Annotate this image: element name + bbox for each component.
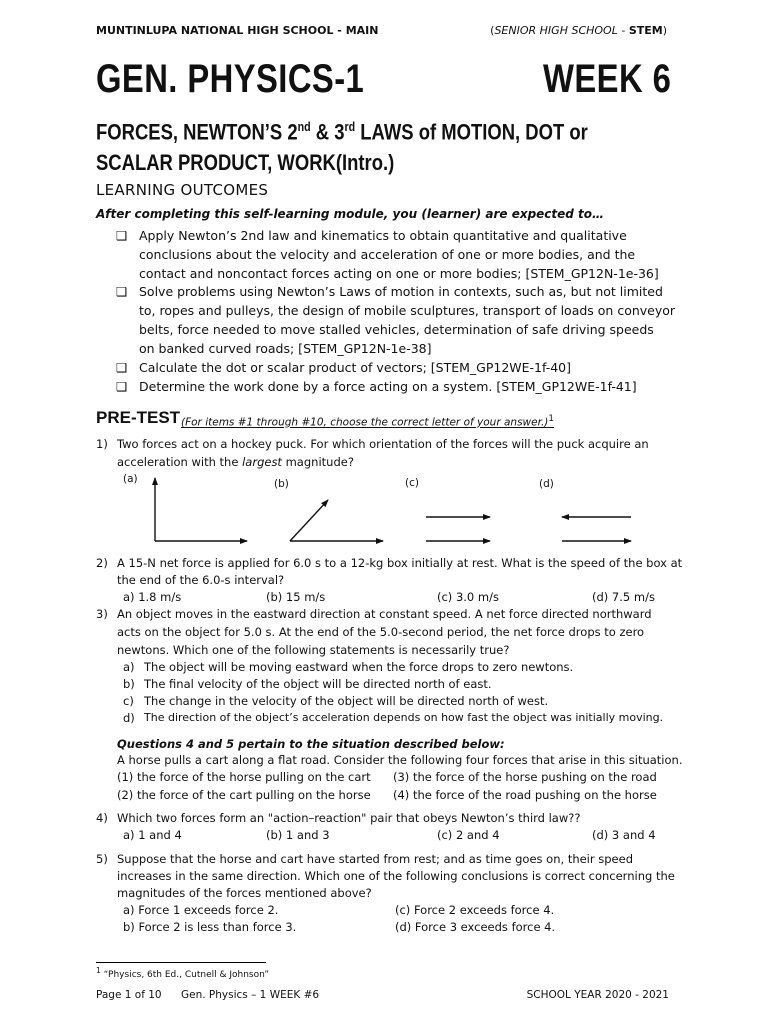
force-item: (2) the force of the cart pulling on the horse — [117, 788, 371, 802]
question-text: Suppose that the horse and cart have started from rest; and as time goes on, their speed — [117, 852, 634, 866]
outcome-line: on banked curved roads; [STEM_GP12N-1e-38] — [139, 341, 432, 356]
diagram-b — [290, 500, 383, 541]
pretest-heading: PRE-TEST — [96, 408, 181, 427]
option-label: (b) — [274, 478, 289, 490]
option-letter: a) — [123, 660, 135, 674]
question-number: 1) — [96, 437, 108, 451]
question-text: Two forces act on a hockey puck. For which orientation of the forces will the puck acquire an — [117, 437, 649, 451]
question-number: 4) — [96, 811, 108, 825]
question-text: acts on the object for 5.0 s. At the end of the 5.0-second period, the net force drops to zero — [117, 625, 645, 639]
answer-option: (d) 3 and 4 — [592, 828, 656, 842]
question-text: newtons. Which one of the following statements is necessarily true? — [117, 643, 510, 657]
force-item: (3) the force of the horse pushing on the road — [393, 770, 657, 784]
question-number: 5) — [96, 852, 108, 866]
option-label: (a) — [123, 473, 138, 485]
question-text: Which two forces form an "action–reaction" pair that obeys Newton’s third law?? — [117, 811, 581, 825]
option-letter: b) — [123, 677, 135, 691]
answer-option: The change in the velocity of the object will be directed north of west. — [144, 694, 549, 708]
answer-option: (d) 7.5 m/s — [592, 590, 655, 604]
outcome-line: belts, force needed to move stalled vehicles, determination of safe driving speeds — [139, 322, 654, 337]
option-label: (c) — [405, 477, 419, 489]
force-item: (4) the force of the road pushing on the horse — [393, 788, 657, 802]
answer-option: a) 1.8 m/s — [123, 590, 182, 604]
checkbox-bullet-icon: ❑ — [116, 228, 128, 243]
answer-option: The direction of the object’s acceleration depends on how fast the object was initially moving. — [144, 711, 664, 724]
answer-option: (b) 15 m/s — [266, 590, 326, 604]
answer-option: (c) 2 and 4 — [437, 828, 500, 842]
answer-option: (b) 1 and 3 — [266, 828, 330, 842]
school-name: MUNTINLUPA NATIONAL HIGH SCHOOL - MAIN — [96, 24, 379, 37]
track-label: (SENIOR HIGH SCHOOL - STEM) — [490, 24, 667, 37]
pretest-instruction: (For items #1 through #10, choose the correct letter of your answer.)$^1$ — [181, 414, 554, 429]
checkbox-bullet-icon: ❑ — [116, 284, 128, 299]
situation-text: A horse pulls a cart along a flat road. Consider the following four forces that arise in this situation. — [117, 753, 683, 767]
subject-title: GEN. PHYSICS-1 — [96, 57, 365, 101]
checkbox-bullet-icon: ❑ — [116, 360, 128, 375]
learning-outcomes-heading: LEARNING OUTCOMES — [96, 181, 269, 199]
question-text: increases in the same direction. Which one of the following conclusions is correct concerning the — [117, 869, 675, 883]
checkbox-bullet-icon: ❑ — [116, 379, 128, 394]
topic-title-line-1: FORCES, NEWTON’S 2nd & 3rd LAWS of MOTION, DOT or — [96, 119, 588, 145]
question-text: acceleration with the largest magnitude? — [117, 455, 354, 469]
question-text: An object moves in the eastward direction at constant speed. A net force directed northward — [117, 607, 652, 621]
outcomes-intro: After completing this self-learning module, you (learner) are expected to… — [96, 207, 605, 221]
answer-option: The object will be moving eastward when the force drops to zero newtons. — [144, 660, 574, 674]
answer-option: b) Force 2 is less than force 3. — [123, 920, 297, 934]
outcome-line: Determine the work done by a force acting on a system. [STEM_GP12WE-1f-41] — [139, 379, 637, 394]
outcome-line: contact and noncontact forces acting on one or more bodies; [STEM_GP12N-1e-36] — [139, 266, 659, 281]
outcome-line: Apply Newton’s 2nd law and kinematics to obtain quantitative and qualitative — [139, 228, 627, 243]
answer-option: The final velocity of the object will be directed north of east. — [144, 677, 492, 691]
footnote-divider — [96, 962, 266, 963]
question-number: 3) — [96, 607, 108, 621]
outcome-line: conclusions about the velocity and acceleration of one or more bodies, and the — [139, 247, 636, 262]
week-label: WEEK 6 — [543, 57, 672, 101]
answer-option: a) Force 1 exceeds force 2. — [123, 903, 279, 917]
outcome-line: to, ropes and pulleys, the design of mobile sculptures, transport of loads on conveyor — [139, 303, 676, 318]
answer-option: (c) Force 2 exceeds force 4. — [395, 903, 555, 917]
question-text: A 15-N net force is applied for 6.0 s to a 12-kg box initially at rest. What is the speed of the box at — [117, 556, 683, 570]
course-label: Gen. Physics – 1 WEEK #6 — [181, 989, 320, 1001]
outcome-line: Calculate the dot or scalar product of vectors; [STEM_GP12WE-1f-40] — [139, 360, 572, 375]
footnote: $^1$ “Physics, 6th Ed., Cutnell & Johnson” — [96, 966, 269, 980]
diagram-c — [426, 517, 490, 541]
diagram-d — [562, 517, 631, 541]
answer-option: a) 1 and 4 — [123, 828, 182, 842]
option-label: (d) — [539, 478, 554, 490]
answer-option: (c) 3.0 m/s — [437, 590, 499, 604]
option-letter: c) — [123, 694, 134, 708]
option-letter: d) — [123, 711, 135, 725]
question-number: 2) — [96, 556, 108, 570]
school-year: SCHOOL YEAR 2020 - 2021 — [526, 989, 669, 1001]
force-item: (1) the force of the horse pulling on the cart — [117, 770, 371, 784]
question-text: magnitudes of the forces mentioned above? — [117, 886, 372, 900]
outcome-line: Solve problems using Newton’s Laws of motion in contexts, such as, but not limited — [139, 284, 663, 299]
answer-option: (d) Force 3 exceeds force 4. — [395, 920, 556, 934]
diagram-a — [155, 478, 247, 541]
question-text: the end of the 6.0-s interval? — [117, 573, 285, 587]
page-number: Page 1 of 10 — [96, 989, 162, 1001]
situation-heading: Questions 4 and 5 pertain to the situation described below: — [117, 737, 505, 751]
topic-title-line-2: SCALAR PRODUCT, WORK(Intro.) — [96, 150, 395, 175]
